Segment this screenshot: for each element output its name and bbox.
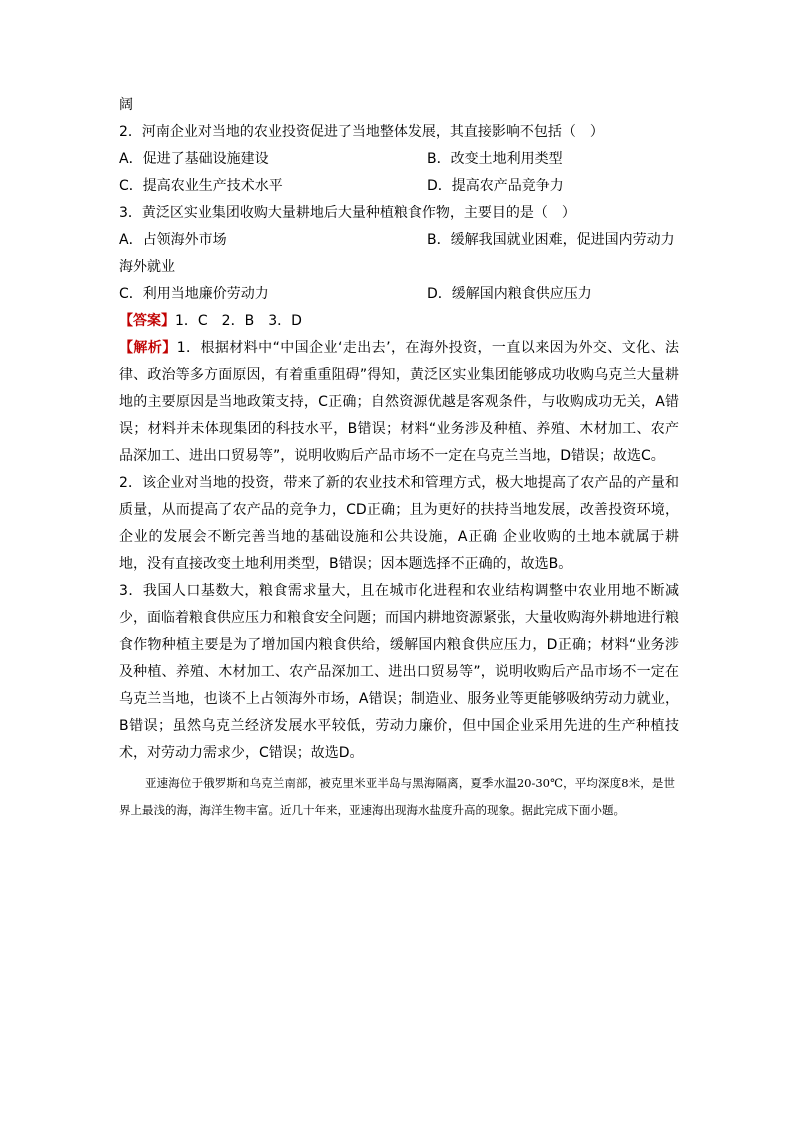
question-2-options-row-1 xyxy=(119,146,679,173)
analysis-text-1: 1．根据材料中“中国企业‘走出去’，在海外投资，一直以来因为外交、文化、法律、政治等多方面原因，有着重重阻碍”得知，黄泛区实业集团能够成功收购乌克兰大量耕地的主要原因是当地政策支持，C正确；自然资源优越是客观条件，与收购成功无关，A错误；材料并未体现集团的科技水平，B错误；材料“业务涉及种植、养殖、木材加工、农产品深加工、进出口贸易等”，说明收购后产品市场不一定在乌克兰当地，D错误；故选C。 xyxy=(119,340,680,464)
analysis-paragraph-2: 2．该企业对当地的投资，带来了新的农业技术和管理方式，极大地提高了农产品的产量和质量，从而提高了农产品的竞争力，CD正确；且为更好的扶持当地发展，改善投资环境，企业的发展会不断完善当地的基础设施和公共设施，A正确 企业收购的土地本就属于耕地，没有直接改变土地利用类型，B错误；因本题选择不正确的，故选B。 xyxy=(119,475,679,572)
option-d: D．缓解国内粮食供应压力 xyxy=(427,286,592,302)
answer-line xyxy=(119,308,679,335)
question-block xyxy=(119,92,679,767)
option-a: A．促进了基础设施建设 xyxy=(119,151,269,167)
continued-text: 阔 xyxy=(119,97,133,113)
option-c: C．利用当地廉价劳动力 xyxy=(119,286,269,302)
analysis-paragraph-3: 3．我国人口基数大，粮食需求量大，且在城市化进程和农业结构调整中农业用地不断减少，面临着粮食供应压力和粮食安全问题；而国内耕地资源紧张，大量收购海外耕地进行粮食作物种植主要是为了增加国内粮食供给，缓解国内粮食供应压力，D正确；材料“业务涉及种植、养殖、木材加工、农产品深加工、进出口贸易等”，说明收购后产品市场不一定在乌克兰当地，也谈不上占领海外市场，A错误；制造业、服务业等更能够吸纳劳动力就业，B错误；虽然乌克兰经济发展水平较低，劳动力廉价，但中国企业采用先进的生产种植技术，对劳动力需求少，C错误；故选D。 xyxy=(119,583,679,761)
analysis-paragraph-1 xyxy=(119,335,679,470)
option-d: D．提高农产品竞争力 xyxy=(427,178,564,194)
analysis-section xyxy=(119,335,679,767)
option-b: B．缓解我国就业困难，促进国内劳动力 xyxy=(427,232,675,248)
option-b-wrap: 海外就业 xyxy=(119,259,175,275)
question-3-stem: 3．黄泛区实业集团收购大量耕地后大量种植粮食作物，主要目的是（ ） xyxy=(119,205,576,221)
analysis-label: 【解析】 xyxy=(119,340,177,356)
question-3-options-row-2 xyxy=(119,281,679,308)
question-3-options-row-1 xyxy=(119,227,679,254)
material-passage: 亚速海位于俄罗斯和乌克兰南部，被克里米亚半岛与黑海隔离，夏季水温20-30℃，平均深度8米，是世界上最浅的海，海洋生物丰富。近几十年来，亚速海出现海水盐度升高的现象。据此完成下面小题。 xyxy=(119,776,675,817)
option-a: A．占领海外市场 xyxy=(119,232,227,248)
answer-label: 【答案】 xyxy=(119,313,175,329)
answer-text: 1．C 2．B 3．D xyxy=(175,313,302,329)
option-c: C．提高农业生产技术水平 xyxy=(119,178,283,194)
option-b: B．改变土地利用类型 xyxy=(427,151,563,167)
question-2-options-row-2 xyxy=(119,173,679,200)
question-2-stem: 2．河南企业对当地的农业投资促进了当地整体发展，其直接影响不包括（ ） xyxy=(119,124,604,140)
